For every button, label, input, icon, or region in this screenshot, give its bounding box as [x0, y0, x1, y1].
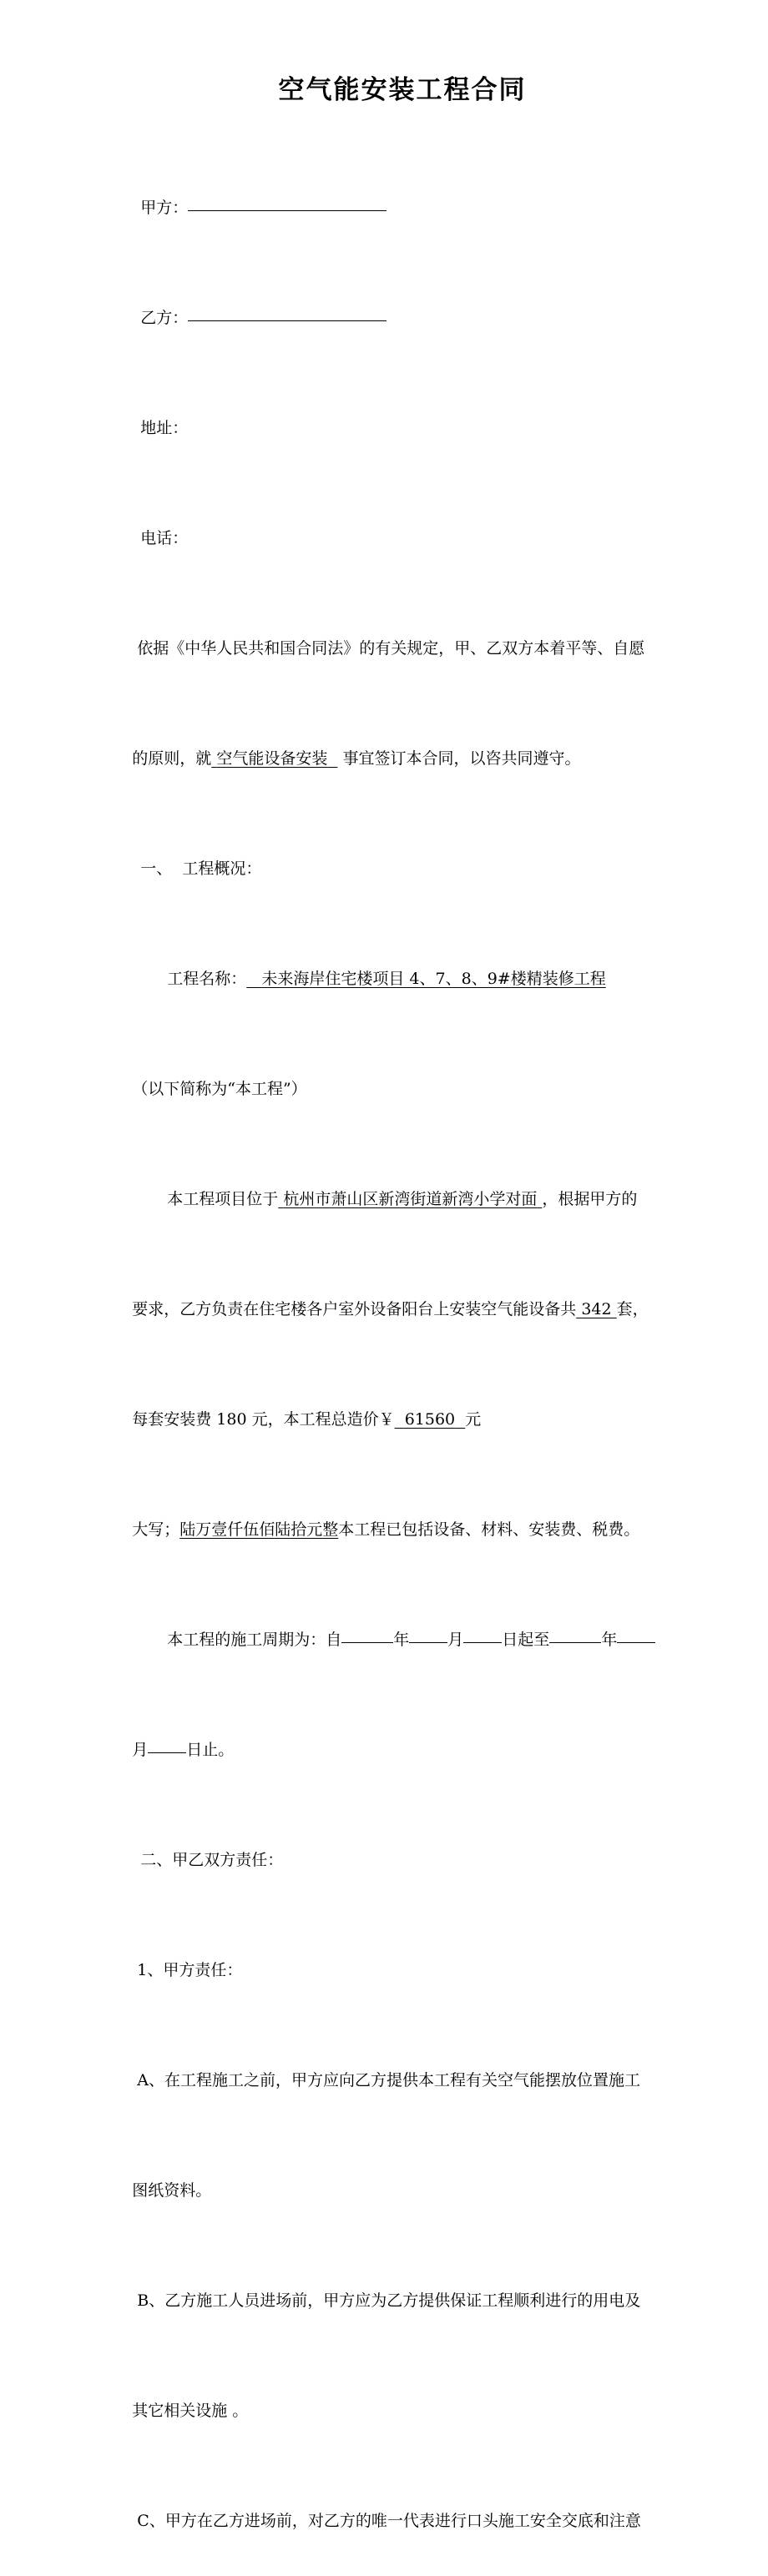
price-line — [102, 1364, 695, 1475]
uppercase-post: 本工程已包括设备、材料、安装费、税费。 — [338, 1520, 640, 1539]
price-pre: 每套安装费 180 元，本工程总造价￥ — [132, 1410, 395, 1429]
phone-line — [102, 483, 695, 593]
phone-label: 电话： — [140, 529, 189, 547]
section-heading-two: 二、甲乙双方责任： — [140, 1851, 284, 1869]
preamble-text-2-pre: 的原则，就 — [132, 749, 212, 768]
uppercase-amount-line — [102, 1475, 695, 1585]
page-title: 空气能安装工程合同 — [278, 75, 527, 105]
period-end-year-blank[interactable] — [549, 1642, 601, 1643]
responsibility-item-b-line-1: B、乙方施工人员进场前，甲方应为乙方提供保证工程顺利进行的用电及 — [137, 2291, 641, 2310]
preamble-line-1 — [102, 593, 695, 703]
requirement-post: 套， — [616, 1300, 649, 1318]
project-alias-line: （以下简称为“本工程”） — [132, 1080, 307, 1098]
location-value: 杭州市萧山区新湾街道新湾小学对面 — [283, 1190, 538, 1208]
preamble-text-2-post: 事宜签订本合同，以咨共同遵守。 — [342, 749, 581, 768]
party-a-line — [102, 153, 695, 263]
party-b-blank[interactable] — [188, 320, 387, 321]
period-line-2 — [102, 1695, 695, 1805]
period-month-label: 月 — [447, 1631, 464, 1649]
price-post: 元 — [465, 1410, 482, 1429]
period-year2-label: 年 — [601, 1631, 618, 1649]
period-year-label: 年 — [393, 1631, 410, 1649]
period-start-year-blank[interactable] — [341, 1642, 393, 1643]
contract-body — [102, 153, 695, 2576]
period-start-month-blank[interactable] — [409, 1642, 447, 1643]
period-month2-label: 月 — [132, 1741, 149, 1759]
responsibility-item-1: 1、甲方责任： — [137, 1961, 243, 1979]
section-heading-one: 一、 工程概况： — [140, 860, 262, 878]
preamble-text-1: 依据《中华人民共和国合同法》的有关规定，甲、乙双方本着平等、自愿 — [137, 639, 645, 658]
address-line — [102, 373, 695, 483]
period-day2-label: 日止。 — [186, 1741, 235, 1759]
period-start-day-blank[interactable] — [463, 1642, 502, 1643]
period-end-day-blank[interactable] — [148, 1752, 186, 1753]
party-b-label: 乙方： — [140, 309, 189, 327]
party-b-line — [102, 263, 695, 373]
responsibility-item-b-line-2: 其它相关设施 。 — [132, 2402, 249, 2420]
responsibility-item-a-line-2: 图纸资料。 — [132, 2181, 212, 2200]
project-name-label: 工程名称： — [167, 970, 247, 988]
preamble-line-2 — [102, 703, 695, 814]
responsibility-item-a-line-1: A、在工程施工之前，甲方应向乙方提供本工程有关空气能摆放位置施工 — [137, 2071, 641, 2090]
party-a-label: 甲方： — [140, 199, 189, 217]
uppercase-label: 大写； — [132, 1520, 180, 1539]
uppercase-amount-value: 陆万壹仟伍佰陆拾元整 — [179, 1520, 339, 1539]
scope-fill-value: 空气能设备安装 — [216, 749, 328, 768]
period-day-label: 日起至 — [502, 1631, 550, 1649]
device-count-value: 342 — [581, 1300, 612, 1318]
project-name-value: 未来海岸住宅楼项目 4、7、8、9#楼精装修工程 — [261, 970, 606, 988]
total-price-value: 61560 — [404, 1410, 456, 1429]
address-label: 地址： — [140, 419, 189, 437]
location-line — [102, 1144, 695, 1254]
period-pre: 本工程的施工周期为：自 — [167, 1631, 342, 1649]
requirement-line — [102, 1254, 695, 1364]
location-post: ，根据甲方的 — [542, 1190, 638, 1208]
location-pre: 本工程项目位于 — [167, 1190, 279, 1208]
period-end-spacer-blank[interactable] — [617, 1642, 655, 1643]
responsibility-item-c-line-1: C、甲方在乙方进场前，对乙方的唯一代表进行口头施工安全交底和注意 — [137, 2512, 641, 2530]
period-line-1 — [102, 1585, 695, 1695]
party-a-blank[interactable] — [188, 210, 387, 211]
project-name-line — [102, 924, 695, 1034]
requirement-text: 要求，乙方负责在住宅楼各户室外设备阳台上安装空气能设备共 — [132, 1300, 577, 1318]
